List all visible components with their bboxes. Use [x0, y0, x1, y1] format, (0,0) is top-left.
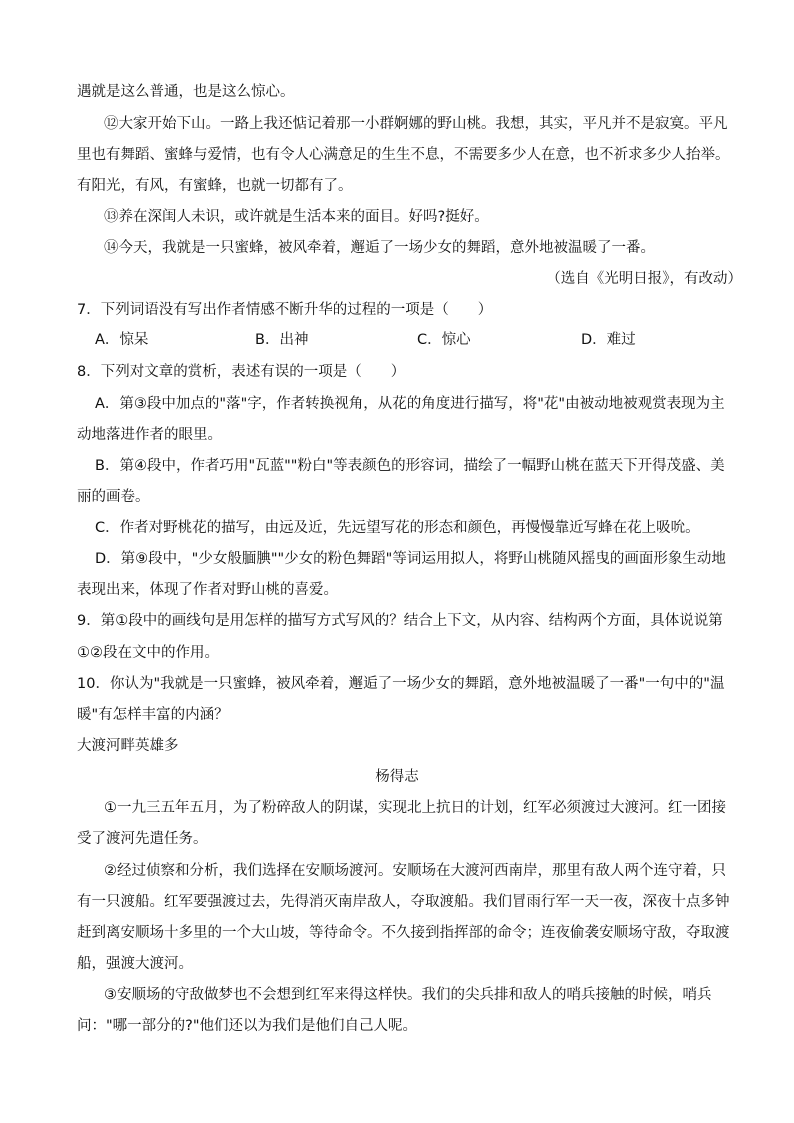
passage-2-author: 杨得志 — [375, 769, 419, 785]
passage-2-paragraph-2-cont: 赶到离安顺场十多里的一个大山坡，等待命令。不久接到指挥部的命令；连夜偷袭安顺场守敌，夺取渡 — [77, 925, 730, 941]
passage-2-title: 大渡河畔英雄多 — [77, 738, 179, 754]
passage-2-paragraph-3-cont: 问："哪一部分的?"他们还以为我们是他们自己人呢。 — [77, 1018, 418, 1034]
passage-2-paragraph-1-cont: 受了渡河先遣任务。 — [77, 831, 208, 847]
question-8-option-a: A．第③段中加点的"落"字，作者转换视角，从花的角度进行描写，将"花"由被动地被观赏表现为主 — [95, 396, 725, 412]
paragraph-12-line: ⑫大家开始下山。一路上我还惦记着那一小群婀娜的野山桃。我想，其实，平凡并不是寂寞。平凡 — [104, 116, 728, 132]
question-8-option-b-cont: 丽的画卷。 — [77, 489, 150, 505]
paragraph-14: ⑭今天，我就是一只蜜蜂，被风牵着，邂逅了一场少女的舞蹈，意外地被温暖了一番。 — [104, 240, 655, 256]
question-8-stem: 8．下列对文章的赏析，表述有误的一项是（ ） — [77, 364, 406, 380]
choice-d: D．难过 — [581, 332, 636, 348]
question-10: 10．你认为"我就是一只蜜蜂，被风牵着，邂逅了一场少女的舞蹈，意外地被温暖了一番"一句中的"温 — [77, 676, 725, 692]
question-10-cont: 暖"有怎样丰富的内涵？ — [77, 707, 229, 723]
passage-2-paragraph-1: ①一九三五年五月，为了粉碎敌人的阴谋，实现北上抗日的计划，红军必须渡过大渡河。红一团接 — [104, 800, 726, 816]
question-8-option-d-cont: 表现出来，体现了作者对野山桃的喜爱。 — [77, 582, 338, 598]
question-8-option-d: D．第⑨段中，"少女般腼腆""少女的粉色舞蹈"等词运用拟人，将野山桃随风摇曳的画面形象生动地 — [95, 551, 726, 567]
question-9-cont: ①②段在文中的作用。 — [77, 645, 219, 661]
passage-2-paragraph-3: ③安顺场的守敌做梦也不会想到红军来得这样快。我们的尖兵排和敌人的哨兵接触的时候，哨兵 — [104, 987, 712, 1003]
paragraph-13: ⑬养在深闺人未识，或许就是生活本来的面目。好吗?挺好。 — [104, 209, 489, 225]
question-9: 9．第①段中的画线句是用怎样的描写方式写风的？结合上下文，从内容、结构两个方面，具体说说第 — [77, 613, 723, 629]
paragraph-12-line: 里也有舞蹈、蜜蜂与爱情，也有令人心满意足的生生不息，不需要多少人在意，也不祈求多少人抬举。 — [77, 147, 730, 163]
passage-2-paragraph-2: ②经过侦察和分析，我们选择在安顺场渡河。安顺场在大渡河西南岸，那里有敌人两个连守着，只 — [104, 863, 726, 879]
choice-c: C．惊心 — [417, 332, 471, 348]
question-8-option-c: C．作者对野桃花的描写，由远及近，先远望写花的形态和颜色，再慢慢靠近写蜂在花上吸吮。 — [95, 520, 700, 536]
question-7-stem: 7．下列词语没有写出作者情感不断升华的过程的一项是（ ） — [77, 302, 493, 318]
source-note: （选自《光明日报》，有改动） — [546, 271, 742, 287]
passage-2-paragraph-2-cont: 有一只渡船。红军要强渡过去，先得消灭南岸敌人，夺取渡船。我们冒雨行军一天一夜，深夜十点多钟 — [77, 894, 730, 910]
choice-a: A．惊呆 — [95, 332, 149, 348]
passage-line: 遇就是这么普通，也是这么惊心。 — [77, 84, 295, 100]
question-8-option-b: B．第④段中，作者巧用"瓦蓝""粉白"等表颜色的形容词，描绘了一幅野山桃在蓝天下开得茂盛、美 — [95, 458, 725, 474]
paragraph-12-line: 有阳光，有风，有蜜蜂，也就一切都有了。 — [77, 178, 353, 194]
choice-b: B．出神 — [255, 332, 309, 348]
question-8-option-a-cont: 动地落进作者的眼里。 — [77, 427, 222, 443]
passage-2-paragraph-2-cont: 船，强渡大渡河。 — [77, 956, 193, 972]
